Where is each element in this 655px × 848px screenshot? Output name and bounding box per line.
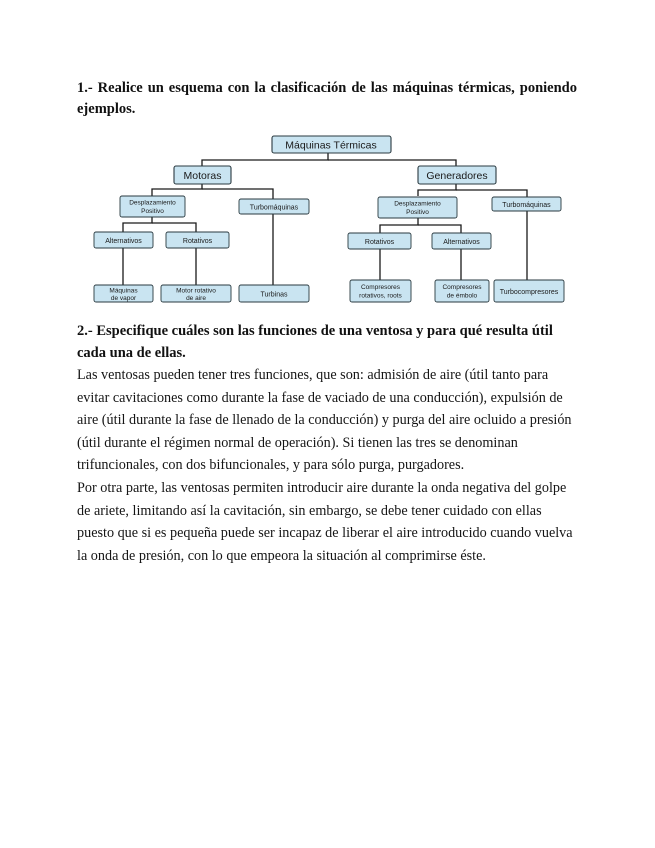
svg-text:Alternativos: Alternativos [105,238,142,245]
node-maquinas-termicas [272,136,391,153]
edge-generadores-turbo [456,190,527,197]
answer-paragraph-1: Las ventosas pueden tener tres funciones, que son: admisión de aire (útil tanto para evitar cavitaciones como durante la fase de vaciado de una conducción), expulsión de aire (útil durante la fase de llenado de la conducción) y purga del aire ocluido a presión (útil durante el régimen normal de operación). Si tienen las tres se denominan trifuncionales, con dos bifuncionales, y para sólo purga, purgadores. [77,367,572,474]
svg-text:de vapor: de vapor [110,295,137,302]
node-turbomaquinas-right [492,197,561,211]
node-compresores-rotativos-roots [350,280,411,302]
node-rotativos-left [166,232,229,248]
svg-text:Rotativos: Rotativos [364,239,395,246]
node-alternativos-left [94,232,153,248]
question-1-heading: 1.- Realice un esquema con la clasificación de las máquinas térmicas, poniendo ejemplos. [77,80,577,117]
node-turbinas [239,285,309,302]
svg-text:Desplazamiento: Desplazamiento [394,200,441,208]
svg-text:Máquinas Térmicas: Máquinas Térmicas [285,139,377,152]
svg-text:Motoras: Motoras [183,170,222,182]
node-alternativos-right [432,233,491,249]
node-desplazamiento-positivo-left [120,196,185,217]
svg-text:Generadores: Generadores [426,170,488,182]
svg-text:de aire: de aire [186,295,206,302]
svg-text:rotativos, roots: rotativos, roots [359,292,402,300]
edge-root-generadores [328,160,456,166]
svg-text:Desplazamiento: Desplazamiento [129,199,176,207]
edge-desp-right-children [380,218,418,233]
svg-text:Turbocompresores: Turbocompresores [499,289,559,296]
answer-body [77,364,582,567]
node-rotativos-right [348,233,411,249]
svg-text:Compresores: Compresores [360,284,401,291]
svg-text:Positivo: Positivo [406,209,429,216]
node-desplazamiento-positivo-right [378,197,457,218]
edge-generadores-children [418,184,456,196]
question-2-heading: 2.- Especifique cuáles son las funciones de una ventosa y para qué resulta útil cada una de ellas. [77,323,553,361]
edge-motoras-turbo [202,189,273,199]
svg-text:Turbomáquinas: Turbomáquinas [502,202,551,209]
svg-text:Positivo: Positivo [141,208,164,215]
svg-text:Rotativos: Rotativos [182,238,213,245]
svg-text:Compresores: Compresores [442,284,482,291]
svg-text:Motor rotativo: Motor rotativo [176,287,216,295]
node-turbomaquinas-left [239,199,309,214]
svg-text:de émbolo: de émbolo [446,292,478,300]
edge-desp-left-children [123,217,152,232]
svg-text:Alternativos: Alternativos [443,239,480,246]
node-compresores-de-embolo [435,280,489,302]
svg-text:Turbinas: Turbinas [260,291,288,299]
node-motor-rotativo-de-aire [161,285,231,302]
edge-motoras-children [152,184,202,196]
edge-desp-left-rotativos [152,223,196,232]
classification-diagram [0,0,655,320]
node-motoras [174,166,231,184]
node-turbocompresores [494,280,564,302]
edge-root-motoras [202,153,328,166]
svg-text:Máquinas: Máquinas [109,287,138,295]
answer-paragraph-2: Por otra parte, las ventosas permiten introducir aire durante la onda negativa del golpe de ariete, limitando así la cavitación, sin embargo, se debe tener cuidado con ellas puesto que si es pequeña puede ser incapaz de liberar el aire introducido cuando vuelva la onda de presión, con lo que empeora la situación al comprimirse éste. [77,479,573,564]
svg-text:Turbomáquinas: Turbomáquinas [249,204,299,212]
node-generadores [418,166,496,184]
node-maquinas-de-vapor [94,285,153,302]
edge-desp-right-alternativos [418,225,461,233]
